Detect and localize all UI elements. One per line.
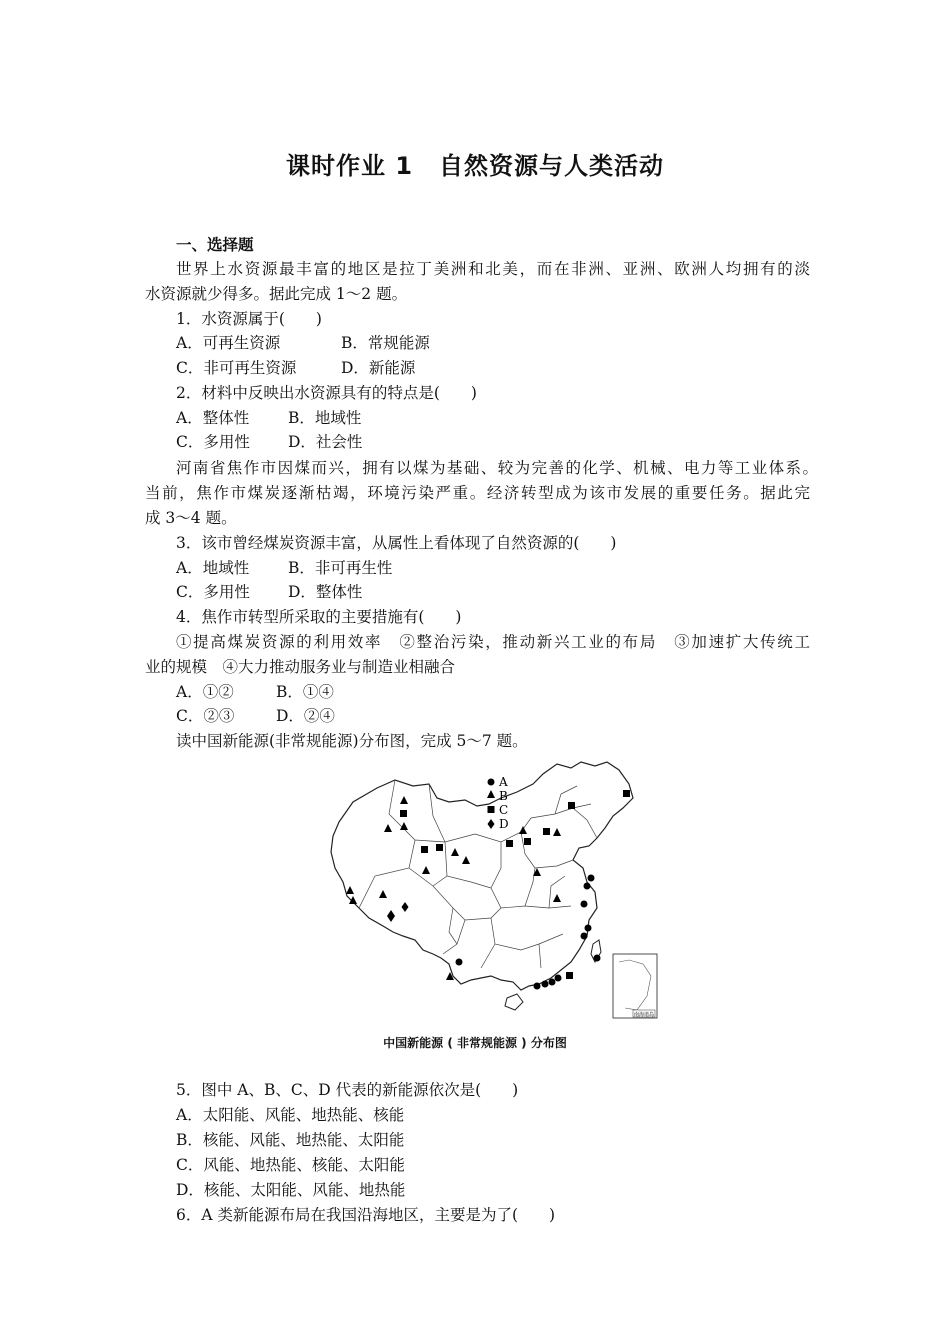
legend-a: A xyxy=(499,775,508,789)
q5-stem: 5．图中 A、B、C、D 代表的新能源依次是( ) xyxy=(176,1081,519,1099)
q1-options-row1 xyxy=(176,331,841,356)
q2-option-a[interactable]: A．整体性 xyxy=(176,409,250,427)
marker-circle-icon xyxy=(549,979,556,986)
q2-options-row2 xyxy=(176,430,841,455)
q3-option-c[interactable]: C．多用性 xyxy=(176,583,250,601)
marker-diamond-icon xyxy=(402,902,409,912)
markers-b xyxy=(346,796,561,980)
q1-option-a[interactable]: A．可再生资源 xyxy=(176,334,281,352)
material2-line1: 河南省焦作市因煤而兴，拥有以煤为基础、较为完善的化学、机械、电力等工业体系。 xyxy=(176,459,818,477)
title-main: 课时作业 1 xyxy=(285,152,414,180)
q4-statements-line2: 业的规模 ④大力推动服务业与制造业相融合 xyxy=(145,658,456,676)
q4-option-b[interactable]: B．①④ xyxy=(276,683,334,701)
marker-triangle-icon xyxy=(462,856,470,864)
marker-circle-icon xyxy=(584,883,591,890)
material2-line2: 当前，焦作市煤炭逐渐枯竭，环境污染严重。经济转型成为该市发展的重要任务。据此完 xyxy=(145,484,810,502)
marker-square-icon xyxy=(566,972,573,979)
material1-line1: 世界上水资源最丰富的地区是拉丁美洲和北美，而在非洲、亚洲、欧洲人均拥有的淡 xyxy=(176,260,810,278)
q4-options-row2 xyxy=(176,704,841,729)
marker-circle-icon xyxy=(542,981,549,988)
q2-options-row1 xyxy=(176,406,841,431)
title-sub: 自然资源与人类活动 xyxy=(439,152,665,180)
marker-triangle-icon xyxy=(400,796,408,804)
marker-triangle-icon xyxy=(422,866,430,874)
marker-circle-icon xyxy=(585,925,592,932)
q1-option-d[interactable]: D．新能源 xyxy=(341,359,416,377)
q6-stem: 6．A 类新能源布局在我国沿海地区，主要是为了( ) xyxy=(176,1206,556,1224)
marker-triangle-icon xyxy=(451,848,459,856)
material2-line3: 成 3～4 题。 xyxy=(145,509,237,527)
q3-options-row2 xyxy=(176,580,841,605)
south-sea-inset xyxy=(613,954,657,1018)
marker-diamond-icon xyxy=(387,910,395,922)
marker-triangle-icon xyxy=(553,828,561,836)
marker-circle-icon xyxy=(588,875,595,882)
marker-circle-icon xyxy=(555,975,562,982)
marker-square-icon xyxy=(623,790,630,797)
q4-options-row1 xyxy=(176,680,841,705)
legend-b: B xyxy=(499,789,508,803)
marker-circle-icon xyxy=(456,959,463,966)
q1-stem: 1．水资源属于( ) xyxy=(176,310,322,328)
q2-option-c[interactable]: C．多用性 xyxy=(176,433,250,451)
q4-option-a[interactable]: A．①② xyxy=(176,683,234,701)
q5-option-a[interactable]: A．太阳能、风能、地热能、核能 xyxy=(176,1106,405,1124)
q4-stem: 4．焦作市转型所采取的主要措施有( ) xyxy=(176,608,462,626)
q5-option-c[interactable]: C．风能、地热能、核能、太阳能 xyxy=(176,1156,405,1174)
legend-triangle-icon xyxy=(487,790,495,798)
q1-option-b[interactable]: B．常规能源 xyxy=(341,334,430,352)
marker-triangle-icon xyxy=(346,886,354,894)
marker-triangle-icon xyxy=(519,826,527,834)
q2-stem: 2．材料中反映出水资源具有的特点是( ) xyxy=(176,384,477,402)
material1-line2: 水资源就少得多。据此完成 1～2 题。 xyxy=(145,285,408,303)
q2-option-d[interactable]: D．社会性 xyxy=(288,433,363,451)
marker-circle-icon xyxy=(534,983,541,990)
marker-square-icon xyxy=(436,844,443,851)
q4-statements-line1: ①提高煤炭资源的利用效率 ②整治污染，推动新兴工业的布局 ③加速扩大传统工 xyxy=(176,633,810,651)
marker-square-icon xyxy=(543,828,550,835)
legend-circle-icon xyxy=(488,779,495,786)
marker-triangle-icon xyxy=(384,824,392,832)
q3-option-b[interactable]: B．非可再生性 xyxy=(288,559,393,577)
section-heading: 一、选择题 xyxy=(176,236,254,254)
marker-square-icon xyxy=(568,802,575,809)
marker-square-icon xyxy=(400,810,407,817)
legend-diamond-icon xyxy=(488,819,495,829)
marker-square-icon xyxy=(506,840,513,847)
marker-square-icon xyxy=(421,846,428,853)
q5-option-d[interactable]: D．核能、太阳能、风能、地热能 xyxy=(176,1181,406,1199)
q3-stem: 3．该市曾经煤炭资源丰富，从属性上看体现了自然资源的( ) xyxy=(176,534,617,552)
q1-options-row2 xyxy=(176,356,841,381)
q3-options-row1 xyxy=(176,556,841,581)
q3-option-a[interactable]: A．地域性 xyxy=(176,559,250,577)
hainan-island xyxy=(505,994,523,1010)
marker-triangle-icon xyxy=(553,894,561,902)
q3-option-d[interactable]: D．整体性 xyxy=(288,583,363,601)
legend-d: D xyxy=(499,817,509,831)
q5-option-b[interactable]: B．核能、风能、地热能、太阳能 xyxy=(176,1131,405,1149)
marker-circle-icon xyxy=(594,955,601,962)
marker-circle-icon xyxy=(581,933,588,940)
marker-circle-icon xyxy=(581,901,588,908)
legend-c: C xyxy=(499,803,509,817)
markers-a xyxy=(456,875,601,990)
q4-option-c[interactable]: C．②③ xyxy=(176,707,235,725)
q2-option-b[interactable]: B．地域性 xyxy=(288,409,362,427)
marker-square-icon xyxy=(524,838,531,845)
map-caption: 中国新能源 ( 非常规能源 ) 分布图 xyxy=(383,1036,567,1050)
legend-square-icon xyxy=(488,806,495,813)
province-boundaries xyxy=(359,780,597,968)
map-intro: 读中国新能源(非常规能源)分布图，完成 5～7 题。 xyxy=(176,732,528,750)
q4-option-d[interactable]: D．②④ xyxy=(276,707,335,725)
q1-option-c[interactable]: C．非可再生资源 xyxy=(176,359,297,377)
markers-d xyxy=(387,902,409,922)
inset-label: 南海诸岛 xyxy=(633,1012,655,1018)
page-title xyxy=(0,146,950,181)
marker-triangle-icon xyxy=(379,890,387,898)
china-energy-map xyxy=(325,758,663,1022)
